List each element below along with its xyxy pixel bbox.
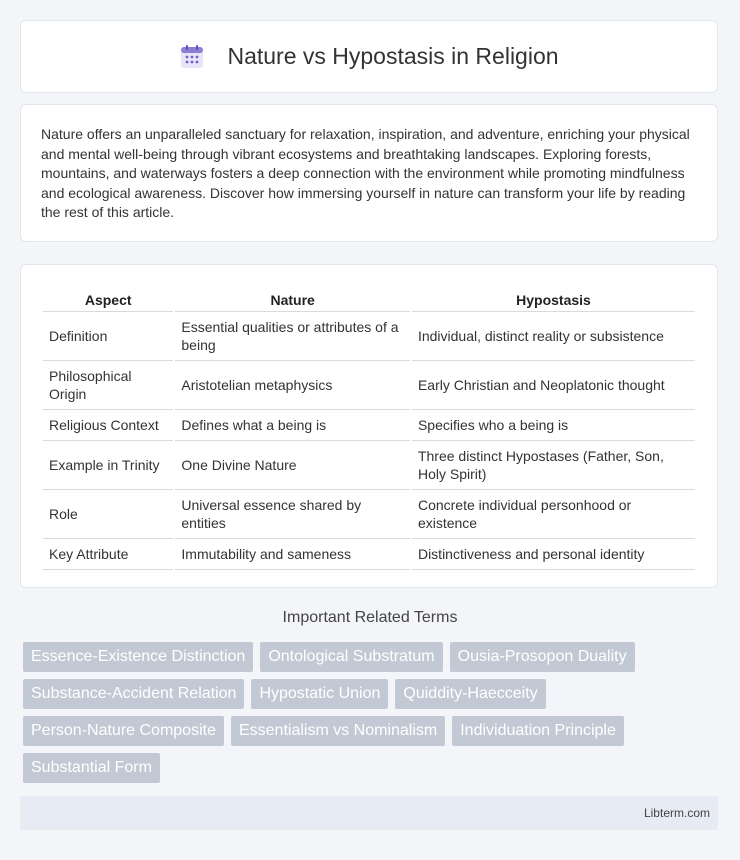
related-tag[interactable]: Individuation Principle bbox=[452, 716, 624, 746]
cell-hypostasis: Concrete individual personhood or existence bbox=[412, 490, 695, 539]
related-tag[interactable]: Essentialism vs Nominalism bbox=[231, 716, 445, 746]
footer-site-link[interactable]: Libterm.com bbox=[643, 806, 710, 820]
cell-hypostasis: Distinctiveness and personal identity bbox=[412, 539, 695, 570]
cell-aspect: Role bbox=[43, 490, 173, 539]
related-tag[interactable]: Essence-Existence Distinction bbox=[23, 642, 253, 672]
related-tag[interactable]: Person-Nature Composite bbox=[23, 716, 224, 746]
calendar-icon bbox=[179, 44, 205, 70]
footer bbox=[20, 796, 718, 830]
related-terms-title: Important Related Terms bbox=[282, 609, 458, 626]
cell-hypostasis: Three distinct Hypostases (Father, Son, Holy Spirit) bbox=[412, 441, 695, 490]
header-aspect: Aspect bbox=[43, 285, 173, 312]
table-row bbox=[43, 361, 695, 410]
header-nature: Nature bbox=[175, 285, 410, 312]
cell-nature: Aristotelian metaphysics bbox=[175, 361, 410, 410]
comparison-table-card bbox=[20, 264, 718, 588]
cell-hypostasis: Early Christian and Neoplatonic thought bbox=[412, 361, 695, 410]
cell-nature: Universal essence shared by entities bbox=[175, 490, 410, 539]
cell-nature: Defines what a being is bbox=[175, 410, 410, 441]
cell-nature: One Divine Nature bbox=[175, 441, 410, 490]
cell-nature: Essential qualities or attributes of a being bbox=[175, 312, 410, 361]
cell-hypostasis: Individual, distinct reality or subsistence bbox=[412, 312, 695, 361]
table-row bbox=[43, 539, 695, 570]
cell-hypostasis: Specifies who a being is bbox=[412, 410, 695, 441]
cell-nature: Immutability and sameness bbox=[175, 539, 410, 570]
table-header-row bbox=[43, 285, 695, 312]
cell-aspect: Philosophical Origin bbox=[43, 361, 173, 410]
comparison-table bbox=[41, 285, 697, 570]
cell-aspect: Key Attribute bbox=[43, 539, 173, 570]
intro-card bbox=[20, 104, 718, 242]
page-title: Nature vs Hypostasis in Religion bbox=[227, 43, 559, 69]
table-row bbox=[43, 441, 695, 490]
cell-aspect: Example in Trinity bbox=[43, 441, 173, 490]
header-hypostasis: Hypostasis bbox=[412, 285, 695, 312]
table-row bbox=[43, 490, 695, 539]
related-tag[interactable]: Hypostatic Union bbox=[251, 679, 388, 709]
table-row bbox=[43, 410, 695, 441]
header-card bbox=[20, 20, 718, 93]
table-row bbox=[43, 312, 695, 361]
related-tag[interactable]: Substantial Form bbox=[23, 753, 160, 783]
related-tag[interactable]: Ontological Substratum bbox=[260, 642, 442, 672]
cell-aspect: Definition bbox=[43, 312, 173, 361]
related-tag[interactable]: Substance-Accident Relation bbox=[23, 679, 244, 709]
related-terms-tags bbox=[23, 642, 723, 790]
intro-paragraph: Nature offers an unparalleled sanctuary for relaxation, inspiration, and adventure, enriching your physical and mental well-being through vibrant ecosystems and breathtaking landscapes. Exploring forests, mountains, and waterways fosters a deep connection with the environment while promoting mindfulness and ecological awareness. Discover how immersing yourself in nature can transform your life by reading the rest of this article. bbox=[41, 126, 690, 221]
related-tag[interactable]: Quiddity-Haecceity bbox=[395, 679, 545, 709]
cell-aspect: Religious Context bbox=[43, 410, 173, 441]
related-tag[interactable]: Ousia-Prosopon Duality bbox=[450, 642, 635, 672]
